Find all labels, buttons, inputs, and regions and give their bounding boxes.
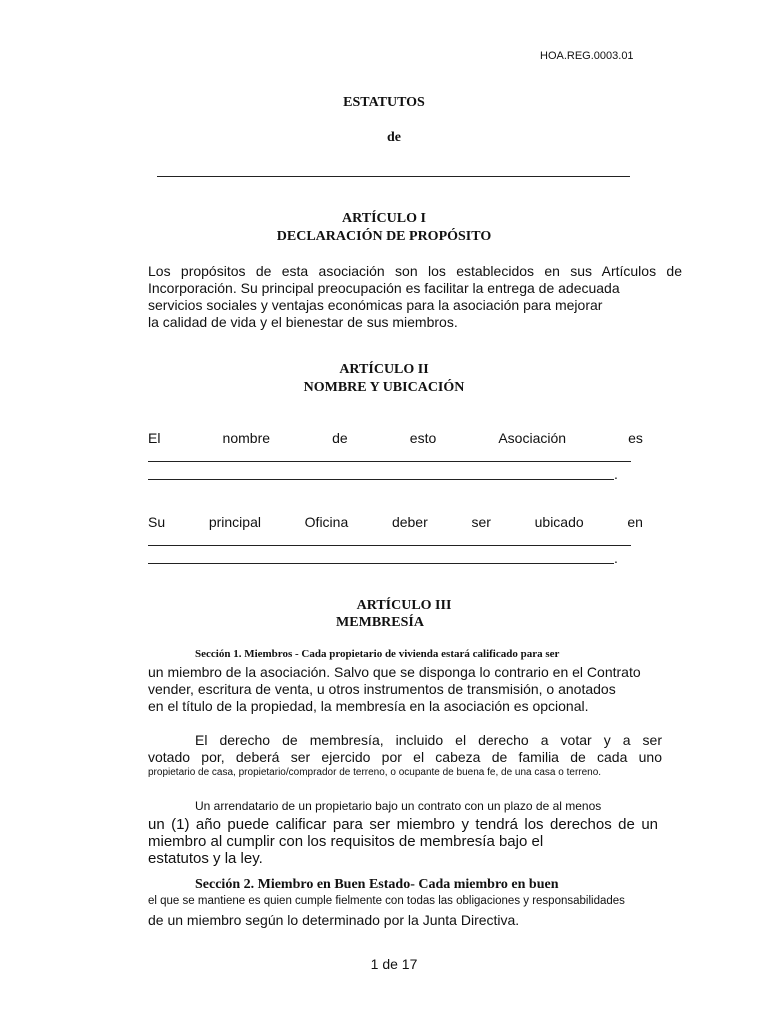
name-blank-line-2	[148, 479, 614, 480]
text-line: El derecho de membresía, incluido el derecho a votar y a ser	[195, 732, 662, 748]
article-2-title: NOMBRE Y UBICACIÓN	[303, 380, 465, 395]
word: en	[627, 514, 643, 530]
word: ubicado	[534, 514, 584, 530]
office-blank-line-2	[148, 563, 614, 564]
text-line: en el título de la propiedad, la membresía en la asociación es opcional.	[148, 698, 589, 714]
text-line: vender, escritura de venta, u otros instrumentos de transmisión, o anotados	[148, 681, 616, 697]
text-line: servicios sociales y ventajas económicas para la asociación para mejorar	[148, 297, 603, 313]
word: esto	[409, 430, 437, 446]
name-blank-line-1	[148, 461, 631, 462]
article-1-number: ARTÍCULO I	[342, 211, 426, 226]
text-line: votado por, deberá ser ejercido por el cabeza de familia de cada uno	[148, 749, 662, 765]
office-blank-line-1	[148, 545, 631, 546]
word: Asociación	[498, 430, 567, 446]
tenant-text	[148, 816, 658, 867]
section-1-heading: Sección 1. Miembros - Cada propietario de vivienda estará calificado para ser	[195, 648, 560, 660]
article-1-text	[148, 263, 682, 331]
article-2-number: ARTÍCULO II	[339, 362, 429, 377]
name-period: .	[614, 466, 618, 482]
document-reference: HOA.REG.0003.01	[540, 50, 634, 62]
page-number: 1 de 17	[370, 956, 418, 972]
text-line: estatutos y la ley.	[148, 850, 263, 867]
word: deber	[391, 514, 428, 530]
text-line: la calidad de vida y el bienestar de sus miembros.	[148, 314, 458, 330]
text-line: Incorporación. Su principal preocupación es facilitar la entrega de adecuada	[148, 280, 620, 296]
word: nombre	[222, 430, 271, 446]
text-line: un miembro de la asociación. Salvo que se disponga lo contrario en el Contrato	[148, 664, 641, 680]
word: Su	[148, 514, 166, 530]
office-location-sentence	[148, 514, 643, 530]
voting-rights-text	[148, 732, 662, 766]
word: ser	[471, 514, 491, 530]
association-name-sentence	[148, 430, 643, 446]
office-period: .	[614, 550, 618, 566]
word: El	[148, 430, 161, 446]
title-de: de	[387, 130, 401, 145]
section-2-first-line: el que se mantiene es quien cumple fielmente con todas las obligaciones y responsabilidades	[148, 895, 625, 907]
article-1-title: DECLARACIÓN DE PROPÓSITO	[276, 229, 492, 244]
word: es	[628, 430, 643, 446]
voting-rights-note: propietario de casa, propietario/comprador de terreno, o ocupante de buena fe, de una casa o terreno.	[148, 767, 602, 778]
section-1-text	[148, 664, 682, 715]
text-line: un (1) año puede calificar para ser miembro y tendrá los derechos de un	[148, 816, 658, 833]
document-title: ESTATUTOS	[343, 95, 425, 110]
article-3-title: MEMBRESÍA	[336, 615, 424, 630]
word: Oficina	[304, 514, 349, 530]
tenant-first-line: Un arrendatario de un propietario bajo un contrato con un plazo de al menos	[195, 799, 602, 813]
section-2-second-line: de un miembro según lo determinado por la Junta Directiva.	[148, 912, 520, 928]
association-name-blank	[157, 176, 630, 177]
text-line: miembro al cumplir con los requisitos de membresía bajo el	[148, 833, 544, 850]
word: principal	[208, 514, 261, 530]
text-line: Los propósitos de esta asociación son los establecidos en sus Artículos de	[148, 263, 682, 279]
article-3-number: ARTÍCULO III	[356, 598, 452, 613]
section-2-heading: Sección 2. Miembro en Buen Estado- Cada miembro en buen	[195, 877, 559, 892]
word: de	[332, 430, 348, 446]
